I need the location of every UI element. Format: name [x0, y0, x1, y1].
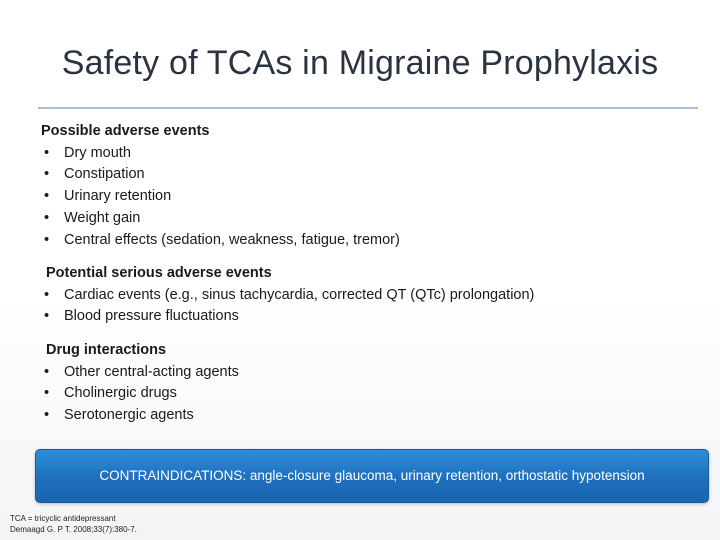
list-item: [41, 285, 534, 307]
list-item-text: Other central-acting agents: [64, 363, 239, 380]
list-item-text: Central effects (sedation, weakness, fatigue, tremor): [64, 231, 400, 248]
footnote: [10, 513, 137, 535]
list-item: [41, 230, 400, 252]
bullet-icon: •: [44, 166, 50, 183]
footnote-abbreviation: TCA = tricyclic antidepressant: [10, 514, 116, 523]
list-item: [41, 186, 400, 208]
section-drug-interactions: [41, 340, 239, 427]
list-item: [41, 164, 400, 186]
bullet-list: [41, 362, 239, 427]
footnote-citation: Demaagd G. P T. 2008;33(7):380-7.: [10, 525, 137, 534]
section-adverse-events: [41, 121, 400, 251]
bullet-list: [41, 285, 534, 328]
section-heading: Potential serious adverse events: [46, 265, 272, 281]
section-heading: Drug interactions: [46, 342, 167, 358]
list-item-text: Weight gain: [64, 209, 141, 226]
bullet-icon: •: [44, 286, 50, 303]
list-item-text: Dry mouth: [64, 144, 131, 161]
list-item-text: Urinary retention: [64, 188, 172, 205]
contraindications-box: [35, 449, 709, 503]
list-item-text: Serotonergic agents: [64, 407, 194, 424]
bullet-icon: •: [44, 308, 50, 325]
bullet-icon: •: [44, 385, 50, 402]
list-item-text: Blood pressure fluctuations: [64, 308, 239, 325]
bullet-icon: •: [44, 144, 50, 161]
section-heading: Possible adverse events: [41, 123, 210, 139]
list-item-text: Constipation: [64, 166, 145, 183]
list-item: [41, 405, 239, 427]
bullet-list: [41, 143, 400, 252]
list-item-text: Cardiac events (e.g., sinus tachycardia, corrected QT (QTc) prolongation): [64, 286, 535, 303]
list-item: [41, 383, 239, 405]
section-serious-adverse-events: [41, 263, 534, 328]
list-item: [41, 362, 239, 384]
bullet-icon: •: [44, 231, 50, 248]
list-item: [41, 143, 400, 165]
bullet-icon: •: [44, 209, 50, 226]
contraindications-text: CONTRAINDICATIONS: angle-closure glaucoma, urinary retention, orthostatic hypotension: [99, 468, 645, 483]
list-item: [41, 208, 400, 230]
bullet-icon: •: [44, 407, 50, 424]
list-item: [41, 306, 534, 328]
slide-title: Safety of TCAs in Migraine Prophylaxis: [61, 44, 659, 82]
title-divider: [38, 107, 698, 109]
bullet-icon: •: [44, 363, 50, 380]
bullet-icon: •: [44, 188, 50, 205]
list-item-text: Cholinergic drugs: [64, 385, 177, 402]
